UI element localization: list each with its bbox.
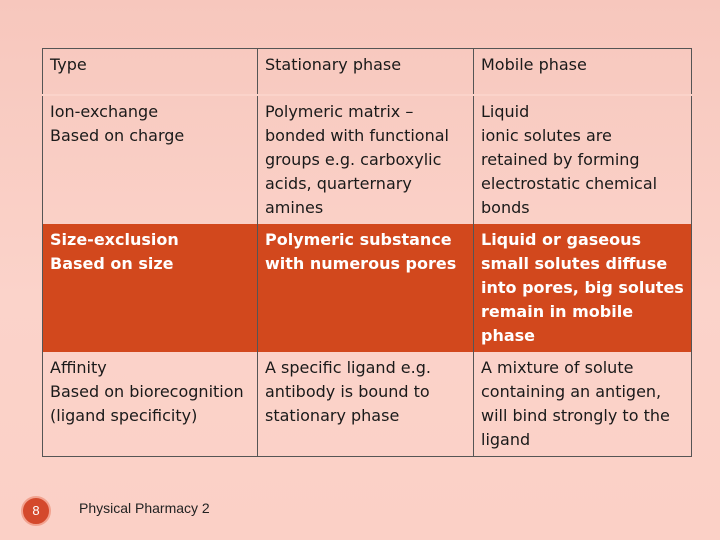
header-mobile-phase: Mobile phase	[474, 49, 692, 95]
cell-stationary: Polymeric matrix – bonded with functional groups e.g. carboxylic acids, quarternary amines	[258, 95, 474, 224]
cell-mobile: Liquid or gaseous small solutes diffuse into pores, big solutes remain in mobile phase	[474, 224, 692, 352]
table-header-row	[43, 49, 692, 95]
chromatography-types-table	[42, 48, 692, 457]
table-row-size-exclusion	[43, 224, 692, 352]
table-row-affinity	[43, 352, 692, 457]
cell-stationary: Polymeric substance with numerous pores	[258, 224, 474, 352]
cell-mobile: A mixture of solute containing an antigen, will bind strongly to the ligand	[474, 352, 692, 457]
header-stationary-phase: Stationary phase	[258, 49, 474, 95]
cell-stationary: A specific ligand e.g. antibody is bound to stationary phase	[258, 352, 474, 457]
cell-type: Size-exclusion Based on size	[43, 224, 258, 352]
footer-course-title: Physical Pharmacy 2	[79, 500, 210, 516]
header-type: Type	[43, 49, 258, 95]
table-row-ion-exchange	[43, 95, 692, 224]
cell-type: Affinity Based on biorecognition (ligand specificity)	[43, 352, 258, 457]
page-number-badge: 8	[21, 496, 51, 526]
cell-type: Ion-exchange Based on charge	[43, 95, 258, 224]
cell-mobile: Liquid ionic solutes are retained by forming electrostatic chemical bonds	[474, 95, 692, 224]
